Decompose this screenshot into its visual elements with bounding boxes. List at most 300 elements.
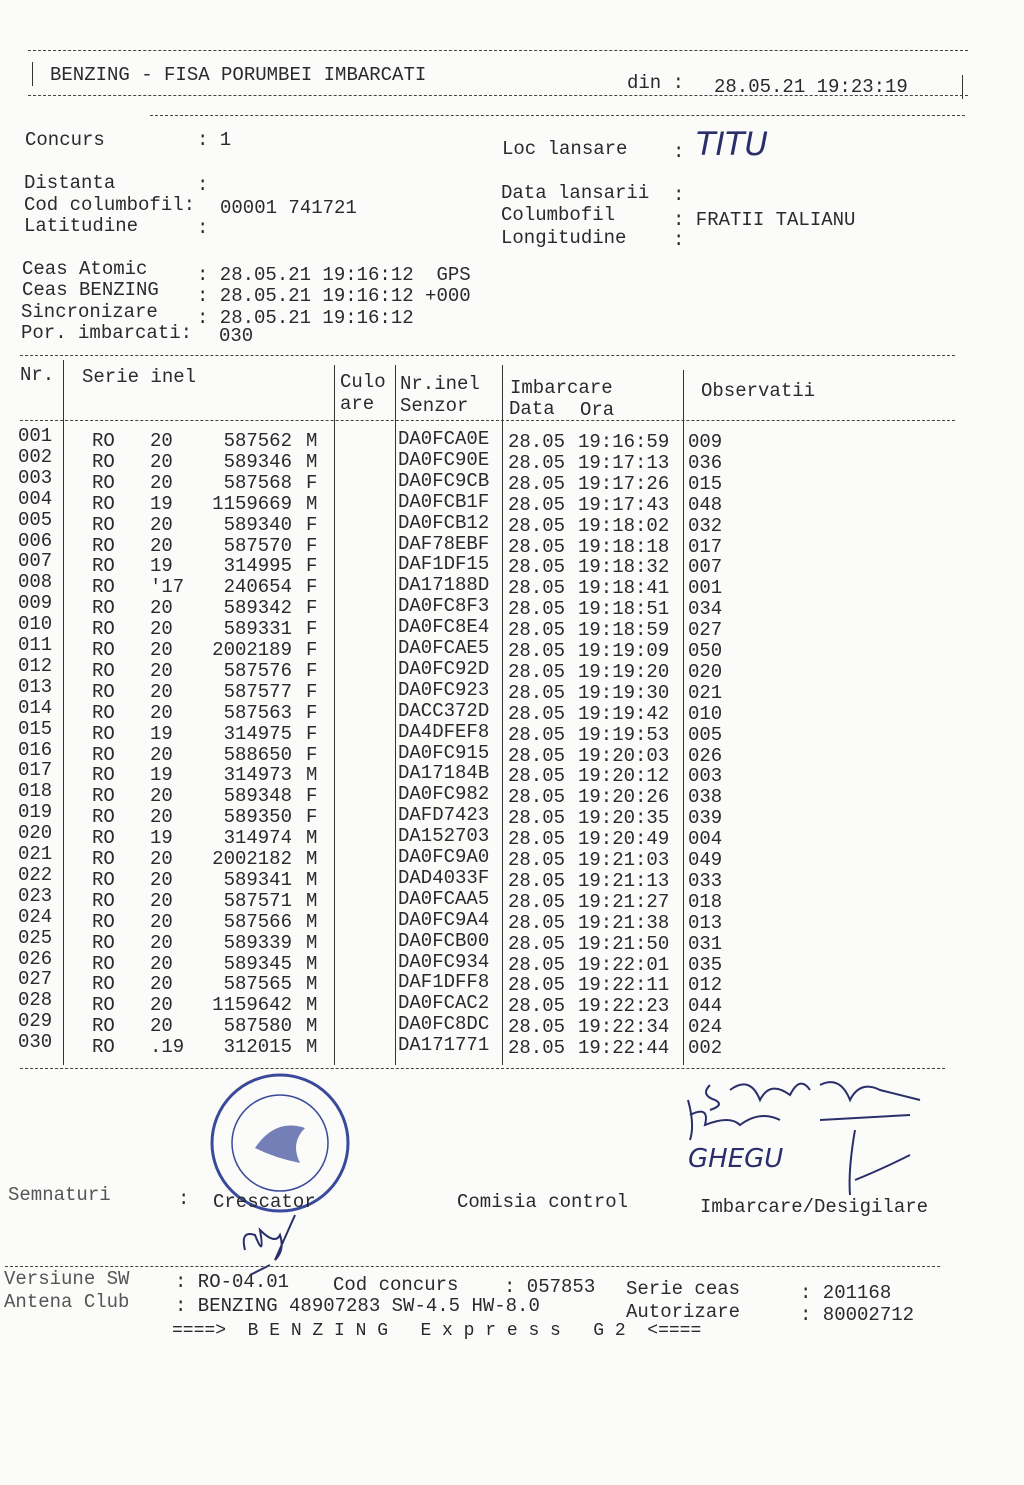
footer-top-border (5, 1266, 940, 1267)
cell-country: RO (92, 1015, 115, 1038)
col-header-serie-inel: Serie inel (82, 366, 197, 388)
cell-country: RO (92, 534, 115, 557)
cell-year: 19 (150, 722, 173, 745)
cell-date: 28.05 (508, 828, 566, 851)
cell-date: 28.05 (508, 640, 566, 662)
dove-icon (255, 1126, 305, 1164)
cell-date: 28.05 (508, 765, 566, 788)
cell-ring-number: 589339 (223, 931, 292, 954)
cell-year: 20 (150, 513, 173, 536)
col-header-ora: Ora (580, 399, 615, 421)
cell-date: 28.05 (508, 869, 566, 892)
cell-sex: M (306, 430, 318, 452)
table-row (0, 445, 1000, 474)
cell-nr: 030 (18, 1031, 53, 1054)
cell-sex: F (306, 639, 318, 661)
latitudine-value: : (197, 217, 209, 239)
cell-date: 28.05 (508, 472, 566, 495)
date-label: din : (627, 72, 685, 94)
cell-nr: 008 (18, 571, 53, 594)
cell-observatii: 003 (688, 765, 723, 788)
cell-ring-number: 589346 (223, 450, 292, 473)
cell-observatii: 036 (688, 451, 723, 474)
handwritten-name: GHEGU (688, 1144, 784, 1174)
table-row (0, 508, 1000, 537)
cell-sensor-ring: DA0FC915 (398, 741, 490, 764)
cell-observatii: 013 (688, 911, 723, 934)
cell-time: 19:17:26 (578, 472, 670, 495)
cell-sex: F (306, 785, 318, 808)
cell-country: RO (92, 1036, 115, 1059)
cell-year: 20 (150, 931, 173, 954)
cell-year: 20 (150, 994, 173, 1017)
col-header-nr: Nr. (20, 364, 55, 386)
cell-year: 19 (150, 827, 173, 850)
cell-country: RO (92, 806, 115, 829)
cell-country: RO (92, 931, 115, 954)
cell-country: RO (92, 576, 115, 599)
cell-nr: 004 (18, 487, 53, 510)
cell-country: RO (92, 450, 115, 473)
versiune-sw-label: Versiune SW (4, 1268, 130, 1290)
cell-time: 19:18:41 (578, 577, 670, 600)
cell-sex: F (306, 806, 318, 829)
cell-sex: M (306, 450, 318, 473)
cell-ring-number: 2002182 (212, 848, 292, 870)
cell-country: RO (92, 785, 115, 808)
cell-sensor-ring: DA0FC9A4 (398, 908, 490, 931)
cell-year: 20 (150, 848, 173, 870)
cell-date: 28.05 (508, 807, 566, 830)
cell-ring-number: 589340 (223, 513, 292, 536)
cell-sensor-ring: DA0FC982 (398, 783, 490, 806)
cell-nr: 007 (18, 550, 53, 573)
cell-date: 28.05 (508, 619, 566, 642)
cell-sex: M (306, 848, 318, 870)
cell-year: 20 (150, 450, 173, 473)
imbarcare-desigilare-label: Imbarcare/Desigilare (700, 1196, 929, 1218)
cell-nr: 014 (18, 696, 53, 719)
cell-time: 19:17:43 (578, 493, 670, 516)
cell-date: 28.05 (508, 598, 566, 621)
cell-date: 28.05 (508, 786, 566, 809)
cod-concurs-value: : 057853 (504, 1276, 596, 1298)
cell-ring-number: 587562 (223, 430, 292, 452)
document-title: BENZING - FISA PORUMBEI IMBARCATI (50, 64, 427, 86)
cell-year: 20 (150, 973, 173, 996)
cell-time: 19:22:34 (578, 1016, 670, 1039)
longitudine-value: : (673, 229, 685, 251)
cell-country: RO (92, 430, 115, 452)
table-row (0, 822, 1000, 851)
table-row (0, 550, 1000, 579)
cell-sensor-ring: DAF1DF15 (398, 553, 490, 576)
cell-date: 28.05 (508, 995, 566, 1018)
col-header-data: Data (509, 398, 555, 420)
cell-observatii: 024 (688, 1016, 723, 1039)
cell-year: 19 (150, 555, 173, 578)
cell-sensor-ring: DA0FCAC2 (398, 992, 490, 1015)
cell-year: 20 (150, 1015, 173, 1038)
cell-observatii: 017 (688, 535, 723, 558)
cell-nr: 022 (18, 863, 53, 886)
cell-year: 19 (150, 764, 173, 787)
cell-sex: M (306, 492, 318, 515)
cell-year: 20 (150, 680, 173, 703)
cod-columbofil-label: Cod columbofil: (24, 194, 196, 216)
cell-ring-number: 589331 (223, 618, 292, 641)
cell-date: 28.05 (508, 890, 566, 913)
cell-observatii: 001 (688, 577, 723, 600)
loc-lansare-handwritten: TITU (696, 125, 768, 163)
table-row (0, 592, 1000, 621)
cell-nr: 010 (18, 613, 53, 636)
cell-sex: M (306, 910, 318, 933)
cell-sex: M (306, 827, 318, 850)
cell-sensor-ring: DA0FCB00 (398, 929, 490, 952)
cell-observatii: 007 (688, 556, 723, 579)
cell-time: 19:19:09 (578, 640, 670, 662)
cell-date: 28.05 (508, 723, 566, 746)
cell-ring-number: 587565 (223, 973, 292, 996)
cell-nr: 006 (18, 529, 53, 552)
cell-country: RO (92, 639, 115, 661)
cell-year: '17 (150, 576, 185, 599)
semnaturi-label: Semnaturi (8, 1184, 111, 1206)
semnaturi-colon: : (178, 1188, 190, 1210)
cell-observatii: 004 (688, 828, 723, 851)
cell-time: 19:18:18 (578, 535, 670, 558)
cell-year: 20 (150, 889, 173, 912)
cell-ring-number: 1159642 (212, 994, 292, 1017)
ceas-benzing-label: Ceas BENZING (22, 279, 159, 301)
cell-year: 20 (150, 597, 173, 620)
table-row (0, 487, 1000, 516)
cell-country: RO (92, 471, 115, 494)
cell-date: 28.05 (508, 974, 566, 997)
ceas-atomic-label: Ceas Atomic (22, 258, 148, 280)
cell-sensor-ring: DA0FC8DC (398, 1013, 490, 1036)
cell-ring-number: 587563 (223, 701, 292, 724)
cell-sensor-ring: DACC372D (398, 699, 490, 722)
cell-year: 20 (150, 618, 173, 641)
cell-observatii: 050 (688, 640, 723, 662)
cell-date: 28.05 (508, 849, 566, 871)
crescator-signature (230, 1210, 310, 1280)
col-header-culoare-2: are (340, 393, 375, 415)
antena-club-label: Antena Club (4, 1291, 130, 1313)
cell-nr: 019 (18, 801, 53, 824)
cell-nr: 026 (18, 947, 53, 970)
cell-time: 19:20:35 (578, 807, 670, 830)
table-row (0, 613, 1000, 642)
cell-sex: F (306, 534, 318, 557)
ceas-atomic-value: : 28.05.21 19:16:12 GPS (197, 264, 471, 286)
cell-observatii: 005 (688, 723, 723, 746)
header-bottom-border-2 (150, 115, 965, 116)
longitudine-label: Longitudine (501, 227, 627, 249)
cell-observatii: 035 (688, 953, 723, 976)
cell-date: 28.05 (508, 702, 566, 725)
cell-year: 19 (150, 492, 173, 515)
cell-sensor-ring: DAD4033F (398, 866, 490, 889)
data-lansarii-label: Data lansarii (501, 182, 650, 204)
cell-observatii: 010 (688, 702, 723, 725)
cell-nr: 029 (18, 1010, 53, 1033)
cell-sensor-ring: DA0FCB12 (398, 511, 490, 534)
cell-sex: F (306, 597, 318, 620)
cell-nr: 005 (18, 508, 53, 531)
cell-year: 20 (150, 806, 173, 829)
cell-observatii: 018 (688, 890, 723, 913)
table-row (0, 843, 1000, 871)
cell-date: 28.05 (508, 744, 566, 767)
cell-sensor-ring: DA0FCAA5 (398, 887, 490, 910)
cell-ring-number: 240654 (223, 576, 292, 599)
cell-time: 19:19:30 (578, 681, 670, 704)
cell-nr: 017 (18, 759, 53, 782)
comisia-control-label: Comisia control (457, 1191, 629, 1213)
cell-sex: F (306, 471, 318, 494)
cell-sensor-ring: DA0FC92D (398, 657, 490, 680)
cell-time: 19:21:50 (578, 932, 670, 955)
cell-year: 20 (150, 534, 173, 557)
serie-ceas-label: Serie ceas (626, 1278, 741, 1300)
cell-observatii: 038 (688, 786, 723, 809)
cell-observatii: 031 (688, 932, 723, 955)
cell-date: 28.05 (508, 556, 566, 579)
cell-sex: M (306, 1036, 318, 1059)
header-bottom-border (28, 95, 968, 96)
cell-date: 28.05 (508, 1016, 566, 1039)
cell-observatii: 044 (688, 995, 723, 1018)
cell-ring-number: 587570 (223, 534, 292, 557)
columbofil-label: Columbofil (501, 204, 616, 226)
table-row (0, 759, 1000, 788)
table-row (0, 801, 1000, 830)
crescator-label: Crescator (213, 1191, 316, 1213)
versiune-sw-value: : RO-04.01 (175, 1271, 290, 1293)
cell-time: 19:16:59 (578, 431, 670, 453)
cell-nr: 016 (18, 738, 53, 761)
col-header-imbarcare: Imbarcare (510, 377, 613, 399)
cell-year: 20 (150, 639, 173, 661)
cell-country: RO (92, 597, 115, 620)
porumbei-imbarcati-label: Por. imbarcati: (21, 322, 193, 344)
table-row (0, 1010, 1000, 1039)
cell-ring-number: 587568 (223, 471, 292, 494)
cell-ring-number: 589350 (223, 806, 292, 829)
cell-country: RO (92, 555, 115, 578)
cell-time: 19:21:27 (578, 890, 670, 913)
table-row (0, 654, 1000, 683)
cell-time: 19:20:03 (578, 744, 670, 767)
sincronizare-value: : 28.05.21 19:16:12 (197, 307, 414, 329)
cell-date: 28.05 (508, 577, 566, 600)
cell-time: 19:21:03 (578, 849, 670, 871)
cell-nr: 021 (18, 843, 53, 865)
cell-country: RO (92, 492, 115, 515)
cell-date: 28.05 (508, 451, 566, 474)
col-header-observatii: Observatii (701, 380, 816, 402)
cell-sensor-ring: DAF1DFF8 (398, 971, 490, 994)
cell-time: 19:18:32 (578, 556, 670, 579)
cell-time: 19:20:49 (578, 828, 670, 851)
cell-year: .19 (150, 1036, 185, 1059)
table-row (0, 529, 1000, 558)
table-row (0, 425, 1000, 453)
cell-year: 20 (150, 471, 173, 494)
cell-ring-number: 589341 (223, 868, 292, 891)
cell-observatii: 026 (688, 744, 723, 767)
cell-nr: 028 (18, 989, 53, 1012)
cell-sensor-ring: DA4DFEF8 (398, 720, 490, 743)
cell-date: 28.05 (508, 953, 566, 976)
cell-sensor-ring: DA0FC90E (398, 448, 490, 471)
cell-ring-number: 314974 (223, 827, 292, 850)
cell-observatii: 021 (688, 681, 723, 704)
cell-sex: F (306, 680, 318, 703)
cell-year: 20 (150, 910, 173, 933)
table-row (0, 696, 1000, 725)
cell-time: 19:22:01 (578, 953, 670, 976)
cell-country: RO (92, 764, 115, 787)
header-top-border (28, 50, 968, 51)
col-header-culoare: Culo (340, 371, 386, 393)
cell-nr: 002 (18, 445, 53, 468)
distanta-value: : (197, 174, 209, 196)
cell-date: 28.05 (508, 1037, 566, 1060)
cell-time: 19:18:59 (578, 619, 670, 642)
table-header-border (20, 420, 955, 421)
cell-country: RO (92, 722, 115, 745)
cell-sex: M (306, 931, 318, 954)
cell-date: 28.05 (508, 514, 566, 537)
cell-nr: 023 (18, 884, 53, 907)
cell-time: 19:20:26 (578, 786, 670, 809)
cell-nr: 020 (18, 822, 53, 845)
table-row (0, 466, 1000, 495)
table-top-border (20, 355, 955, 356)
distanta-label: Distanta (24, 172, 116, 194)
table-row (0, 780, 1000, 809)
loc-lansare-label: Loc lansare (502, 138, 628, 160)
cell-date: 28.05 (508, 431, 566, 453)
cell-sensor-ring: DA152703 (398, 825, 490, 848)
cell-time: 19:19:42 (578, 702, 670, 725)
cell-sensor-ring: DA0FC9CB (398, 469, 490, 492)
cell-country: RO (92, 743, 115, 766)
cell-sensor-ring: DAFD7423 (398, 804, 490, 827)
cell-year: 20 (150, 701, 173, 724)
table-row (0, 947, 1000, 976)
cell-ring-number: 312015 (223, 1036, 292, 1059)
cell-year: 20 (150, 868, 173, 891)
cell-observatii: 015 (688, 472, 723, 495)
cell-country: RO (92, 952, 115, 975)
cell-date: 28.05 (508, 535, 566, 558)
cell-sex: F (306, 722, 318, 745)
cell-ring-number: 314975 (223, 722, 292, 745)
cell-ring-number: 589348 (223, 785, 292, 808)
cell-sex: F (306, 555, 318, 578)
signatures-handwritten (670, 1070, 950, 1200)
cell-nr: 024 (18, 905, 53, 928)
cell-ring-number: 314973 (223, 764, 292, 787)
cell-sex: F (306, 576, 318, 599)
cell-ring-number: 587576 (223, 659, 292, 682)
cell-date: 28.05 (508, 681, 566, 704)
antena-club-value: : BENZING 48907283 SW-4.5 HW-8.0 (175, 1295, 540, 1317)
cell-date: 28.05 (508, 932, 566, 955)
cell-sensor-ring: DA0FC8E4 (398, 616, 490, 639)
cell-nr: 009 (18, 592, 53, 615)
cell-country: RO (92, 513, 115, 536)
table-row (0, 675, 1000, 704)
cell-country: RO (92, 701, 115, 724)
cell-sex: F (306, 659, 318, 682)
cell-date: 28.05 (508, 493, 566, 516)
cell-sensor-ring: DA17184B (398, 762, 490, 785)
concurs-value: : 1 (197, 129, 232, 151)
cell-sensor-ring: DA0FC934 (398, 950, 490, 973)
cell-sex: M (306, 994, 318, 1017)
cell-sensor-ring: DAF78EBF (398, 532, 490, 555)
table-row (0, 884, 1000, 913)
cell-ring-number: 587571 (223, 889, 292, 912)
cell-time: 19:19:20 (578, 660, 670, 683)
cell-nr: 013 (18, 675, 53, 698)
cell-sex: M (306, 973, 318, 996)
cell-observatii: 032 (688, 514, 723, 537)
cell-year: 20 (150, 430, 173, 452)
cod-concurs-label: Cod concurs (333, 1274, 459, 1296)
cell-country: RO (92, 827, 115, 850)
cell-sensor-ring: DA0FCAE5 (398, 637, 490, 659)
porumbei-imbarcati-value: 030 (219, 325, 254, 347)
col-header-nr-inel: Nr.inel (400, 373, 480, 395)
cell-sensor-ring: DA0FC9A0 (398, 846, 490, 868)
table-row (0, 863, 1000, 892)
cell-observatii: 033 (688, 869, 723, 892)
table-row (0, 738, 1000, 767)
serie-ceas-value: : 201168 (800, 1282, 892, 1304)
cell-country: RO (92, 994, 115, 1017)
table-bottom-border (20, 1068, 945, 1069)
cell-sex: F (306, 513, 318, 536)
cell-time: 19:20:12 (578, 765, 670, 788)
cell-ring-number: 587566 (223, 910, 292, 933)
cell-observatii: 034 (688, 598, 723, 621)
cell-nr: 011 (18, 634, 53, 656)
cell-country: RO (92, 973, 115, 996)
cell-sex: M (306, 868, 318, 891)
cell-ring-number: 589342 (223, 597, 292, 620)
cell-time: 19:17:13 (578, 451, 670, 474)
cell-year: 20 (150, 659, 173, 682)
cell-time: 19:21:38 (578, 911, 670, 934)
cell-date: 28.05 (508, 660, 566, 683)
cell-time: 19:21:13 (578, 869, 670, 892)
cell-country: RO (92, 848, 115, 870)
print-datetime: 28.05.21 19:23:19 (714, 76, 908, 98)
cell-nr: 025 (18, 926, 53, 949)
cell-observatii: 012 (688, 974, 723, 997)
cell-nr: 015 (18, 717, 53, 740)
ceas-benzing-value: : 28.05.21 19:16:12 +000 (197, 285, 471, 307)
cell-ring-number: 2002189 (212, 639, 292, 661)
cell-time: 19:22:44 (578, 1037, 670, 1060)
